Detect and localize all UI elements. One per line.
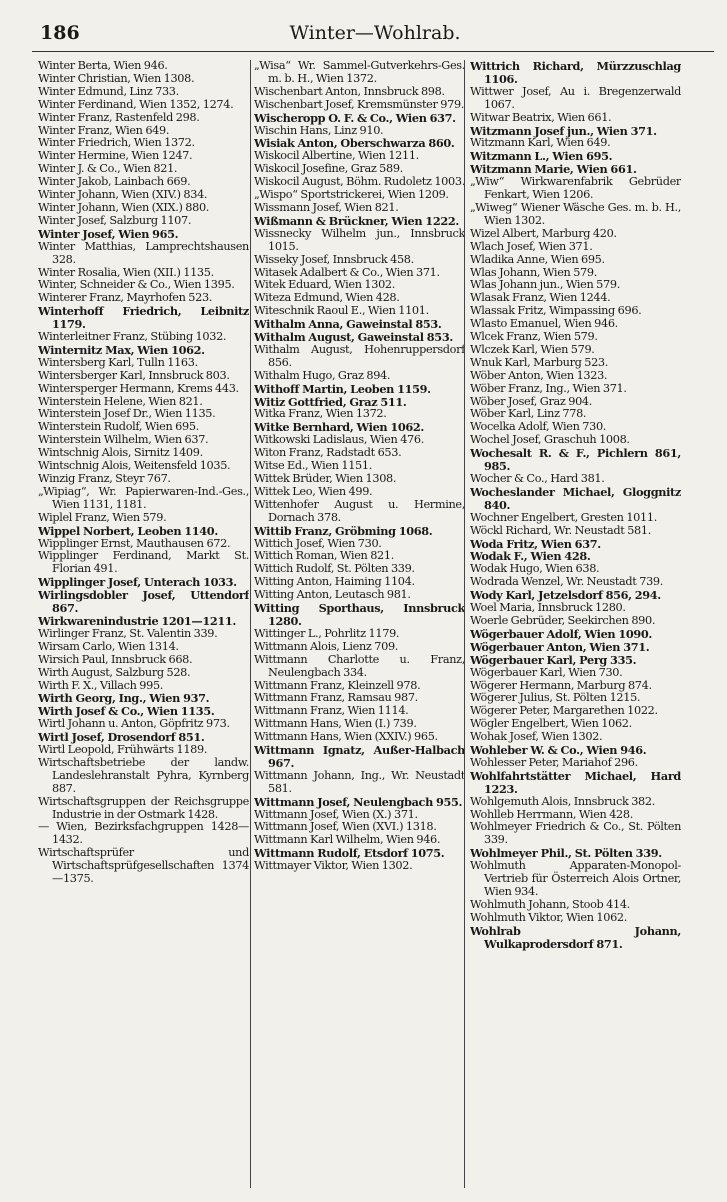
directory-entry: Witasek Adalbert & Co., Wien 371. <box>254 265 440 279</box>
directory-entry: Wischenbart Anton, Innsbruck 898. <box>254 84 445 98</box>
directory-entry: Winterer Franz, Mayrhofen 523. <box>38 291 213 305</box>
directory-entry: Wirtschaftsprüfer und Wirtschaftsprüfgesellschaften 1374—1375. <box>38 846 249 886</box>
page-title: Winter—Wohlrab. <box>289 22 461 44</box>
directory-entry: Withalm Anna, Gaweinstal 853. <box>254 317 442 332</box>
directory-entry: Wittmann Rudolf, Etsdorf 1075. <box>254 846 445 861</box>
directory-entry: Winter Johann, Wien (XIX.) 880. <box>38 200 210 214</box>
column-3 <box>470 60 681 1190</box>
directory-entry: Wohak Josef, Wien 1302. <box>470 730 603 744</box>
directory-entry: „Wiw“ Wirkwarenfabrik Gebrüder Fenkart, Wien 1206. <box>470 175 681 202</box>
directory-entry: Witon Franz, Radstadt 653. <box>254 446 402 460</box>
directory-entry: Witwar Beatrix, Wien 661. <box>470 110 612 124</box>
directory-entry: Wirth F. X., Villach 995. <box>38 678 164 692</box>
directory-entry: Wirkwarenindustrie 1201—1211. <box>38 613 236 628</box>
directory-entry: Wöber Franz, Ing., Wien 371. <box>470 381 627 395</box>
directory-entry: Wlas Johann jun., Wien 579. <box>470 278 620 292</box>
directory-entry: Wintersperger Hermann, Krems 443. <box>38 381 239 395</box>
directory-entry: Wittek Leo, Wien 499. <box>254 484 373 498</box>
directory-entry: Wisiak Anton, Oberschwarza 860. <box>254 136 455 151</box>
directory-entry: Wlas Johann, Wien 579. <box>470 265 597 279</box>
directory-entry: Winter Hermine, Wien 1247. <box>38 149 193 163</box>
directory-entry: Wittrich Richard, Mürzzuschlag 1106. <box>470 60 681 86</box>
directory-entry: Wöber Karl, Linz 778. <box>470 407 587 421</box>
directory-entry: Wögerbauer Karl, Perg 335. <box>470 652 637 667</box>
directory-entry: Wittmann Hans, Wien (I.) 739. <box>254 717 417 731</box>
directory-entry: Wlcek Franz, Wien 579. <box>470 330 598 344</box>
directory-entry: Winter Franz, Wien 649. <box>38 123 170 137</box>
directory-entry: Wodak Hugo, Wien 638. <box>470 562 600 576</box>
directory-entry: Witkowski Ladislaus, Wien 476. <box>254 433 424 447</box>
directory-entry: Wißmann & Brückner, Wien 1222. <box>254 213 459 228</box>
directory-entry: Wohlmeyer Friedrich & Co., St. Pölten 339. <box>470 820 681 847</box>
directory-entry: Wirsam Carlo, Wien 1314. <box>38 639 179 653</box>
directory-entry: „Wiweg“ Wiener Wäsche Ges. m. b. H., Wien 1302. <box>470 200 681 227</box>
directory-entry: Wittich Roman, Wien 821. <box>254 549 394 563</box>
directory-entry: Winter J. & Co., Wien 821. <box>38 162 178 176</box>
directory-entry: Winter Matthias, Lamprechtshausen 328. <box>38 239 249 266</box>
directory-entry: Wohleber W. & Co., Wien 946. <box>470 743 647 758</box>
directory-entry: Wlasak Franz, Wien 1244. <box>470 291 611 305</box>
directory-entry: Wittmann Alois, Lienz 709. <box>254 639 399 653</box>
directory-entry: Wögerer Julius, St. Pölten 1215. <box>470 691 641 705</box>
directory-entry: Withoff Martin, Leoben 1159. <box>254 381 431 396</box>
directory-entry: Wischeropp O. F. & Co., Wien 637. <box>254 110 456 125</box>
directory-entry: Wochesalt R. & F., Pichlern 861, 985. <box>470 446 681 474</box>
directory-entry: Witke Bernhard, Wien 1062. <box>254 420 424 435</box>
directory-entry: Winterhoff Friedrich, Leibnitz 1179. <box>38 304 249 332</box>
directory-entry: Wipplinger Ernst, Mauthausen 672. <box>38 536 231 550</box>
directory-entry: „Wisa“ Wr. Sammel-Gutverkehrs-Ges. m. b. H., Wien 1372. <box>254 60 465 85</box>
column-1 <box>38 60 249 1190</box>
directory-entry: Wiskocil Josefine, Graz 589. <box>254 162 403 176</box>
directory-entry: Wintersberger Karl, Innsbruck 803. <box>38 368 230 382</box>
directory-entry: Wohlgemuth Alois, Innsbruck 382. <box>470 794 655 808</box>
directory-entry: Winter Christian, Wien 1308. <box>38 71 195 85</box>
directory-entry: Wippel Norbert, Leoben 1140. <box>38 523 218 538</box>
directory-entry: Witek Eduard, Wien 1302. <box>254 278 396 292</box>
directory-entry: Wirtl Josef, Drosendorf 851. <box>38 730 205 745</box>
directory-entry: Winterstein Josef Dr., Wien 1135. <box>38 407 216 421</box>
directory-entry: Wohlesser Peter, Mariahof 296. <box>470 755 638 769</box>
directory-entry: Wittinger L., Pohrlitz 1179. <box>254 626 400 640</box>
directory-entry: Wintschnig Alois, Weitensfeld 1035. <box>38 459 231 473</box>
directory-entry: Wlach Josef, Wien 371. <box>470 239 593 253</box>
directory-entry: Wittmann Johann, Ing., Wr. Neustadt 581. <box>254 768 465 795</box>
directory-entry: Witzmann L., Wien 695. <box>470 149 613 164</box>
directory-entry: Witzmann Josef jun., Wien 371. <box>470 123 657 138</box>
directory-entry: Wirlinger Franz, St. Valentin 339. <box>38 626 218 640</box>
directory-entry: Wocheslander Michael, Gloggnitz 840. <box>470 484 681 512</box>
directory-entry: Wittich Rudolf, St. Pölten 339. <box>254 562 415 576</box>
directory-entry: Wipplinger Ferdinand, Markt St. Florian 491. <box>38 549 249 576</box>
directory-entry: Winter Rosalia, Wien (XII.) 1135. <box>38 265 214 279</box>
directory-entry: Winternitz Max, Wien 1062. <box>38 342 205 357</box>
directory-entry: Witeza Edmund, Wien 428. <box>254 291 400 305</box>
directory-entry: Woda Fritz, Wien 637. <box>470 536 601 551</box>
directory-entry: Wittenhofer August u. Hermine, Dornach 378. <box>254 497 465 524</box>
directory-entry: Wocher & Co., Hard 381. <box>470 472 605 485</box>
directory-entry: Witeschnik Raoul E., Wien 1101. <box>254 304 429 318</box>
directory-entry: Wögerbauer Anton, Wien 371. <box>470 639 650 654</box>
directory-entry: Wohlrab Johann, Wulkaprodersdorf 871. <box>470 923 681 951</box>
directory-entry: Withalm Hugo, Graz 894. <box>254 368 391 382</box>
directory-entry: Wittwer Josef, Au i. Bregenzerwald 1067. <box>470 84 681 111</box>
directory-entry: Wohlleb Herrmann, Wien 428. <box>470 807 633 821</box>
column-divider <box>250 60 251 1188</box>
directory-entry: Witse Ed., Wien 1151. <box>254 459 372 473</box>
directory-entry: Wochner Engelbert, Gresten 1011. <box>470 510 657 524</box>
directory-entry: Wocelka Adolf, Wien 730. <box>470 420 607 434</box>
directory-entry: Wizel Albert, Marburg 420. <box>470 226 617 240</box>
page-header <box>40 18 710 48</box>
directory-entry: Wiskocil Albertine, Wien 1211. <box>254 149 419 163</box>
directory-entry: Wittmayer Viktor, Wien 1302. <box>254 859 413 873</box>
page-number: 186 <box>40 22 80 44</box>
directory-entry: Winterstein Wilhelm, Wien 637. <box>38 433 209 447</box>
directory-entry: Witiz Gottfried, Graz 511. <box>254 394 407 409</box>
directory-entry: Wischin Hans, Linz 910. <box>254 123 384 137</box>
directory-entry: Wirtschaftsgruppen der Reichsgruppe Industrie in der Ostmark 1428. <box>38 794 249 821</box>
directory-entry: Wodrada Wenzel, Wr. Neustadt 739. <box>470 575 663 589</box>
directory-entry: „Wipiag“, Wr. Papierwaren-Ind.-Ges., Wien 1131, 1181. <box>38 484 249 511</box>
directory-entry: Wodak F., Wien 428. <box>470 549 591 564</box>
directory-entry: Wöber Josef, Graz 904. <box>470 394 592 408</box>
directory-entry: Wissmann Josef, Wien 821. <box>254 200 399 214</box>
directory-entry: Wittich Josef, Wien 730. <box>254 536 382 550</box>
directory-entry: „Wispo“ Sportstrickerei, Wien 1209. <box>254 188 449 202</box>
directory-entry: Winterstein Rudolf, Wien 695. <box>38 420 199 434</box>
directory-entry: Wittmann Josef, Wien (XVI.) 1318. <box>254 820 437 834</box>
column-2 <box>254 60 465 1190</box>
directory-entry: Winter, Schneider & Co., Wien 1395. <box>38 278 235 292</box>
directory-entry: Wögerbauer Karl, Wien 730. <box>470 665 623 679</box>
directory-entry: Winter Friedrich, Wien 1372. <box>38 136 195 150</box>
directory-entry: Wohlfahrtstätter Michael, Hard 1223. <box>470 768 681 796</box>
directory-entry: Winter Jakob, Lainbach 669. <box>38 175 191 189</box>
directory-entry: Wittib Franz, Gröbming 1068. <box>254 523 433 538</box>
directory-entry: — Wien, Bezirksfachgruppen 1428—1432. <box>38 820 249 847</box>
directory-entry: Wittmann Josef, Wien (X.) 371. <box>254 807 418 821</box>
directory-entry: Woel Maria, Innsbruck 1280. <box>470 601 626 615</box>
directory-entry: Wlassak Fritz, Wimpassing 696. <box>470 304 642 318</box>
directory-entry: Winter Johann, Wien (XIV.) 834. <box>38 188 208 202</box>
directory-entry: Winterleitner Franz, Stübing 1032. <box>38 330 227 344</box>
directory-entry: Wlczek Karl, Wien 579. <box>470 342 595 356</box>
directory-entry: Withalm August, Gaweinstal 853. <box>254 330 453 345</box>
directory-entry: Withalm August, Hohenruppersdorf 856. <box>254 342 465 369</box>
directory-entry: Wittmann Karl Wilhelm, Wien 946. <box>254 833 441 847</box>
directory-entry: Wittmann Charlotte u. Franz, Neulengbach 334. <box>254 652 465 679</box>
directory-entry: Witting Anton, Haiming 1104. <box>254 575 415 589</box>
directory-entry: Wögler Engelbert, Wien 1062. <box>470 717 632 731</box>
directory-entry: Wögerer Peter, Margarethen 1022. <box>470 704 658 718</box>
directory-entry: Wittek Brüder, Wien 1308. <box>254 472 397 485</box>
directory-entry: Wirtschaftsbetriebe der landw. Landeslehranstalt Pyhra, Kyrnberg 887. <box>38 755 249 795</box>
directory-entry: Wirlingsdobler Josef, Uttendorf 867. <box>38 588 249 616</box>
directory-entry: Wiskocil August, Böhm. Rudoletz 1003. <box>254 175 465 189</box>
directory-entry: Winterstein Helene, Wien 821. <box>38 394 203 408</box>
directory-entry: Winter Edmund, Linz 733. <box>38 84 179 98</box>
directory-entry: Wittmann Josef, Neulengbach 955. <box>254 794 463 809</box>
directory-entry: Winter Josef, Wien 965. <box>38 226 179 241</box>
directory-entry: Wittmann Hans, Wien (XXIV.) 965. <box>254 730 438 744</box>
directory-entry: Wirth Georg, Ing., Wien 937. <box>38 691 210 706</box>
directory-entry: Wochel Josef, Graschuh 1008. <box>470 433 630 447</box>
directory-entry: Wischenbart Josef, Kremsmünster 979. <box>254 97 465 111</box>
directory-entry: Wlasto Emanuel, Wien 946. <box>470 317 618 331</box>
directory-entry: Wirtl Leopold, Frühwärts 1189. <box>38 743 208 757</box>
directory-entry: Wintersberg Karl, Tulln 1163. <box>38 355 198 369</box>
directory-entry: Wohlmeyer Phil., St. Pölten 339. <box>470 846 662 861</box>
directory-entry: Wiplel Franz, Wien 579. <box>38 510 167 524</box>
directory-entry: Wöber Anton, Wien 1323. <box>470 368 608 382</box>
directory-entry: Wittmann Franz, Kleinzell 978. <box>254 678 421 692</box>
directory-entry: Wladika Anne, Wien 695. <box>470 252 605 266</box>
directory-entry: Wirth August, Salzburg 528. <box>38 665 191 679</box>
directory-entry: Wipplinger Josef, Unterach 1033. <box>38 575 237 590</box>
directory-entry: Winter Franz, Rastenfeld 298. <box>38 110 200 124</box>
directory-entry: Witting Anton, Leutasch 981. <box>254 588 411 602</box>
header-rule <box>32 51 714 52</box>
directory-entry: Wnuk Karl, Marburg 523. <box>470 355 609 369</box>
directory-entry: Wöckl Richard, Wr. Neustadt 581. <box>470 523 651 537</box>
directory-entry: Wintschnig Alois, Sirnitz 1409. <box>38 446 203 460</box>
directory-entry: Winter Josef, Salzburg 1107. <box>38 213 192 227</box>
directory-entry: Wirsich Paul, Innsbruck 668. <box>38 652 193 666</box>
directory-entry: Wirtl Johann u. Anton, Göpfritz 973. <box>38 717 230 731</box>
directory-entry: Wisseky Josef, Innsbruck 458. <box>254 252 414 266</box>
directory-entry: Winter Berta, Wien 946. <box>38 60 168 72</box>
column-divider <box>464 60 465 1188</box>
directory-entry: Witzmann Marie, Wien 661. <box>470 162 637 177</box>
directory-entry: Winzig Franz, Steyr 767. <box>38 472 171 485</box>
directory-entry: Wirth Josef & Co., Wien 1135. <box>38 704 215 719</box>
directory-entry: Wögerbauer Adolf, Wien 1090. <box>470 626 652 641</box>
directory-entry: Wögerer Hermann, Marburg 874. <box>470 678 652 692</box>
directory-entry: Wohlmuth Apparaten-Monopol-Vertrieb für Österreich Alois Ortner, Wien 934. <box>470 859 681 898</box>
directory-entry: Wody Karl, Jetzelsdorf 856, 294. <box>470 588 661 603</box>
directory-entry: Woerle Gebrüder, Seekirchen 890. <box>470 613 656 627</box>
directory-entry: Wohlmuth Johann, Stoob 414. <box>470 897 630 911</box>
directory-entry: Witzmann Karl, Wien 649. <box>470 136 611 150</box>
directory-entry: Wittmann Franz, Wien 1114. <box>254 704 409 718</box>
directory-entry: Wissnecky Wilhelm jun., Innsbruck 1015. <box>254 226 465 253</box>
directory-entry: Winter Ferdinand, Wien 1352, 1274. <box>38 97 234 111</box>
directory-entry: Wohlmuth Viktor, Wien 1062. <box>470 910 627 924</box>
directory-entry: Wittmann Franz, Ramsau 987. <box>254 691 418 705</box>
directory-entry: Witka Franz, Wien 1372. <box>254 407 387 421</box>
directory-entry: Wittmann Ignatz, Außer-Halbach 967. <box>254 743 465 770</box>
directory-entry: Witting Sporthaus, Innsbruck 1280. <box>254 601 465 628</box>
